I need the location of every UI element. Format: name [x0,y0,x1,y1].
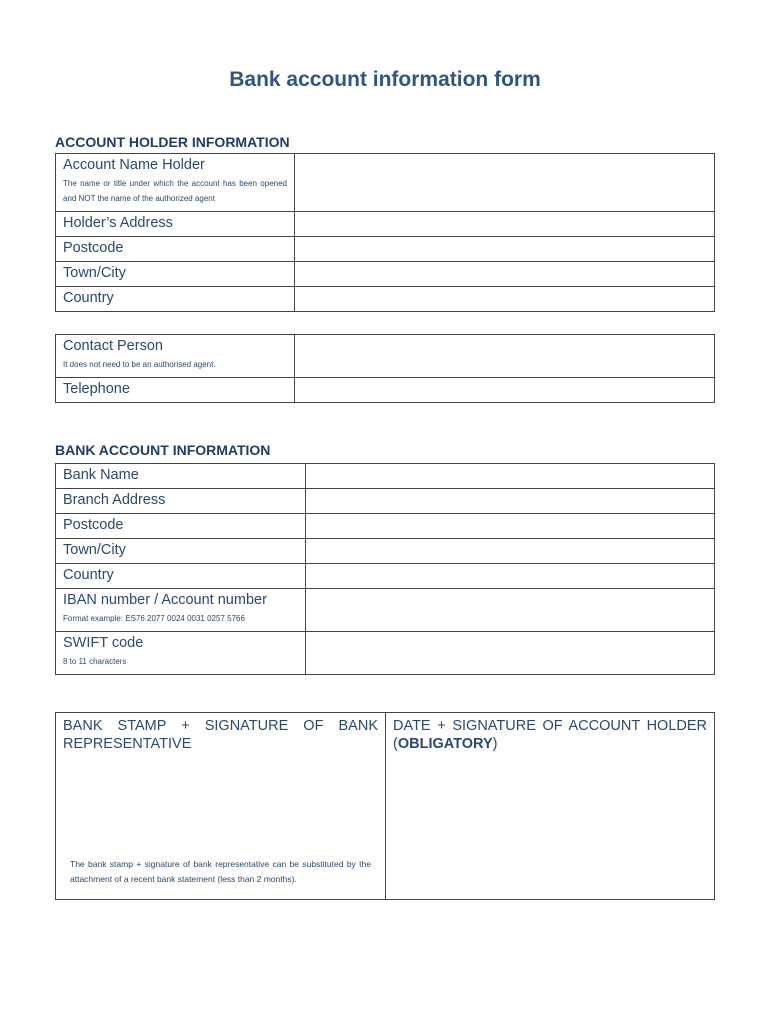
field-label-bank-country: Country [63,567,114,583]
table-row [56,632,715,675]
iban-field[interactable] [306,589,715,632]
account-name-holder-field[interactable] [295,154,715,212]
field-label-town-city: Town/City [63,265,126,281]
table-row [56,378,715,403]
form-title: Bank account information form [229,68,541,91]
table-row [56,212,715,237]
field-note-iban: Format example: ES76 2077 0024 0031 0257 5766 [63,614,245,623]
section-heading-account-holder: ACCOUNT HOLDER INFORMATION [55,134,290,150]
label-cell [56,287,295,312]
date-heading-suffix: ) [492,736,498,752]
holder-postcode-field[interactable] [295,237,715,262]
swift-field[interactable] [306,632,715,675]
label-cell [56,212,295,237]
label-cell [56,464,306,489]
obligatory-label: OBLIGATORY [397,736,493,752]
label-cell [56,489,306,514]
field-label-branch-address: Branch Address [63,492,166,508]
field-label-account-name-holder: Account Name Holder [63,157,205,173]
bank-stamp-note: The bank stamp + signature of bank representative can be substituted by the attachment of a recent bank statement (less than 2 months). [70,859,371,884]
bank-stamp-signature-box[interactable] [56,713,386,900]
signature-table [55,712,715,900]
holders-address-field[interactable] [295,212,715,237]
table-row [56,564,715,589]
table-row [56,335,715,378]
table-row [56,154,715,212]
field-label-swift: SWIFT code [63,635,144,651]
field-label-bank-postcode: Postcode [63,517,124,533]
holder-town-city-field[interactable] [295,262,715,287]
field-label-country: Country [63,290,114,306]
table-row [56,589,715,632]
field-label-bank-name: Bank Name [63,467,139,483]
field-label-holders-address: Holder’s Address [63,215,173,231]
contact-person-field[interactable] [295,335,715,378]
table-row [56,489,715,514]
label-cell [56,564,306,589]
telephone-field[interactable] [295,378,715,403]
contact-table [55,334,715,403]
field-label-iban: IBAN number / Account number [63,592,267,608]
field-label-postcode: Postcode [63,240,124,256]
section-heading-bank-account: BANK ACCOUNT INFORMATION [55,442,271,458]
table-row [56,539,715,564]
label-cell [56,539,306,564]
label-cell [56,262,295,287]
table-row [56,713,715,900]
label-cell [56,589,306,632]
holder-date-signature-box[interactable] [386,713,715,900]
date-signature-heading [393,717,707,753]
table-row [56,237,715,262]
field-note-account-name-holder: The name or title under which the account has been opened and NOT the name of the authorized agent [63,179,287,203]
bank-country-field[interactable] [306,564,715,589]
field-label-contact-person: Contact Person [63,338,163,354]
label-cell [56,632,306,675]
field-note-contact-person: It does not need to be an authorised agent. [63,360,216,369]
bank-name-field[interactable] [306,464,715,489]
account-holder-table [55,153,715,312]
table-row [56,514,715,539]
bank-account-table [55,463,715,675]
bank-postcode-field[interactable] [306,514,715,539]
field-label-telephone: Telephone [63,381,130,397]
label-cell [56,378,295,403]
date-heading-prefix: DATE + SIGNATURE OF ACCOUNT HOLDER ( [393,718,707,752]
table-row [56,287,715,312]
table-row [56,464,715,489]
table-row [56,262,715,287]
label-cell [56,154,295,212]
holder-country-field[interactable] [295,287,715,312]
bank-stamp-heading: BANK STAMP + SIGNATURE OF BANK REPRESENTATIVE [63,718,378,752]
label-cell [56,237,295,262]
branch-address-field[interactable] [306,489,715,514]
field-label-bank-town-city: Town/City [63,542,126,558]
label-cell [56,335,295,378]
label-cell [56,514,306,539]
bank-town-city-field[interactable] [306,539,715,564]
field-note-swift: 8 to 11 characters [63,657,127,666]
